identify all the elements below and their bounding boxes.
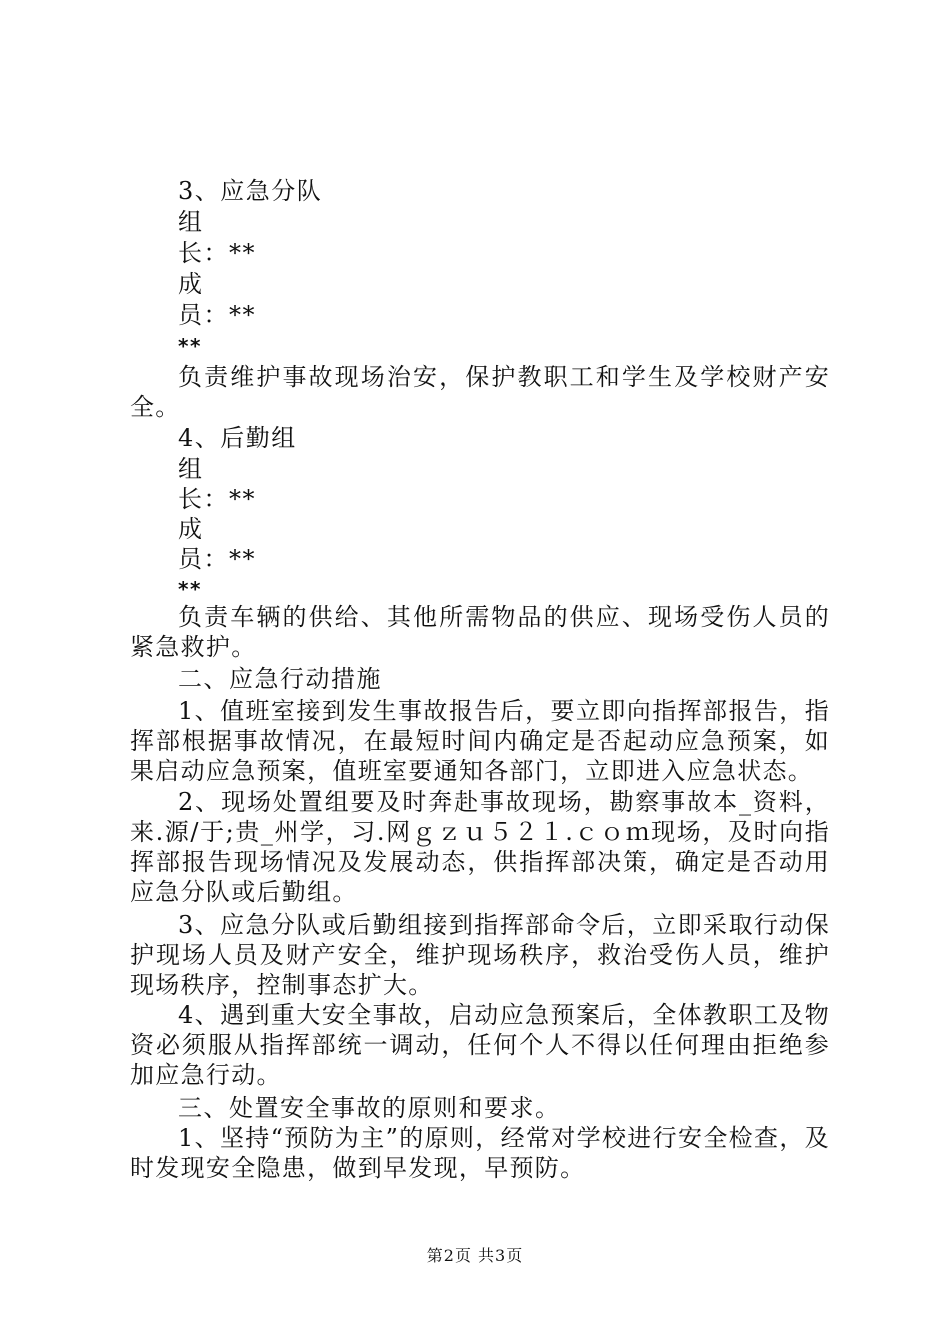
section3-leader-label: 组 — [178, 208, 204, 236]
section3-heading: 3、应急分队 — [178, 177, 323, 205]
part3-heading: 三、处置安全事故的原则和要求。 — [178, 1094, 561, 1122]
section4-heading: 4、后勤组 — [178, 424, 297, 452]
section4-leader-label: 组 — [178, 455, 204, 483]
section4-duty: 负责车辆的供给、其他所需物品的供应、现场受伤人员的紧急救护。 — [130, 603, 830, 661]
section3-leader: 长：** — [178, 239, 256, 267]
page-number-footer: 第2页 共3页 — [426, 1246, 524, 1265]
part2-item-3: 3、应急分队或后勤组接到指挥部命令后，立即采取行动保护现场人员及财产安全，维护现场秩序，救治受伤人员，维护现场秩序，控制事态扩大。 — [130, 911, 830, 999]
section3-members-more: ** — [178, 334, 202, 358]
section3-members: 员：** — [178, 301, 256, 329]
part2-heading: 二、应急行动措施 — [178, 665, 382, 693]
part2-item-1: 1、值班室接到发生事故报告后，要立即向指挥部报告，指挥部根据事故情况，在最短时间内确定是否起动应急预案，如果启动应急预案，值班室要通知各部门，立即进入应急状态。 — [130, 697, 830, 785]
section4-members-more: ** — [178, 577, 202, 601]
part3-item-1: 1、坚持“预防为主”的原则，经常对学校进行安全检查，及时发现安全隐患，做到早发现，早预防。 — [130, 1124, 830, 1182]
section3-members-label: 成 — [178, 270, 204, 298]
section4-members: 员：** — [178, 545, 256, 573]
section4-leader: 长：** — [178, 485, 256, 513]
section4-members-label: 成 — [178, 515, 204, 543]
section3-duty: 负责维护事故现场治安，保护教职工和学生及学校财产安全。 — [130, 363, 830, 421]
part2-item-2: 2、现场处置组要及时奔赴事故现场，勘察事故本_资料，来.源/于;贵_州学，习.网ｇｚｕ５２１.ｃｏｍ现场，及时向指挥部报告现场情况及发展动态，供指挥部决策，确定是否动用应急分队或后勤组。 — [130, 788, 830, 906]
part2-item-4: 4、遇到重大安全事故，启动应急预案后，全体教职工及物资必须服从指挥部统一调动，任何个人不得以任何理由拒绝参加应急行动。 — [130, 1001, 830, 1089]
